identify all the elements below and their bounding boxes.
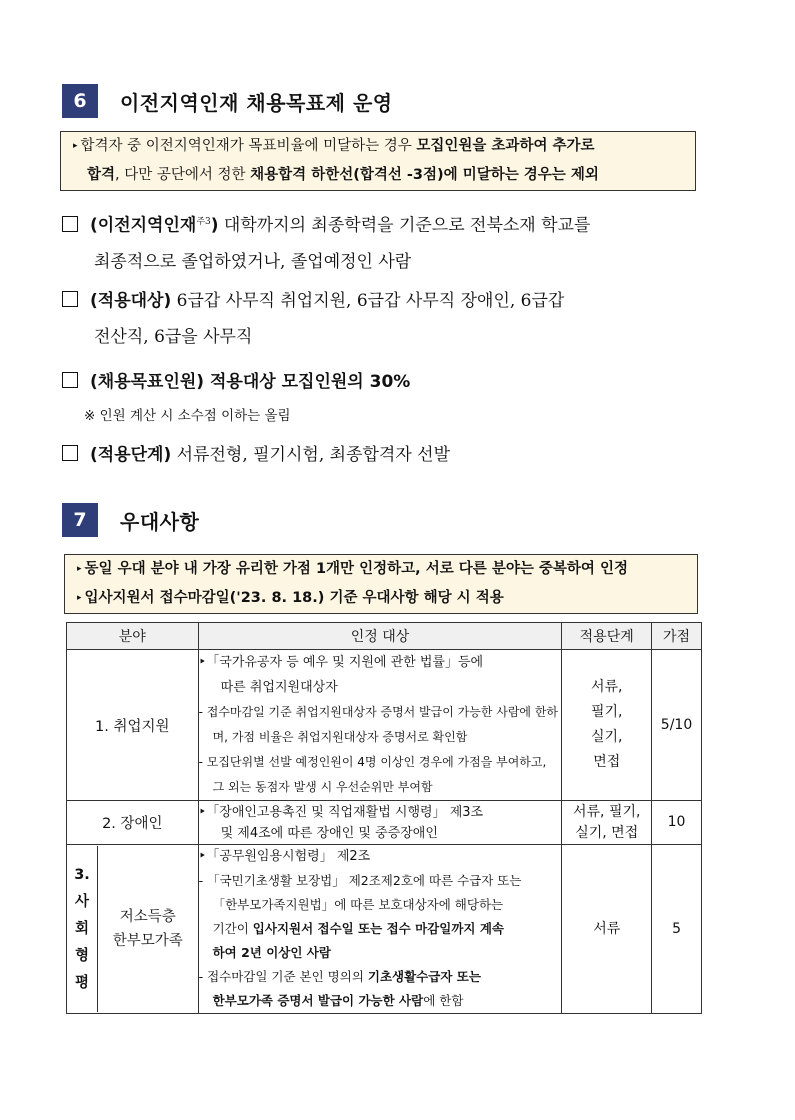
vertical-char: 사 xyxy=(74,893,89,910)
triangle-bullet-icon: ▸ xyxy=(73,141,78,151)
item-text: 대학까지의 최종학력을 기준으로 전북소재 학교를 xyxy=(218,215,591,236)
vertical-char: 평 xyxy=(74,974,89,991)
checkbox-square-icon xyxy=(62,216,78,232)
item-label: (이전지역인재 xyxy=(90,215,197,236)
triangle-bullet-icon: ▸ xyxy=(77,564,82,574)
item-label: (적용단계) xyxy=(90,445,172,465)
checkbox-square-icon xyxy=(62,291,78,307)
preference-table xyxy=(66,622,702,1014)
header-category: 분야 xyxy=(67,623,199,650)
checkbox-square-icon xyxy=(62,445,78,461)
row-category: 1. 취업지원 xyxy=(67,650,199,801)
target-line-bold: 한부모가족 증명서 발급이 가능한 사람 xyxy=(212,993,424,1008)
target-line-bold: 기초생활수급자 또는 xyxy=(367,969,481,984)
note-text-bold: 모집인원을 초과하여 추가로 xyxy=(416,138,595,154)
item-text: 서류전형, 필기시험, 최종합격자 선발 xyxy=(171,445,450,465)
subcategory-line: 한부모가족 xyxy=(112,933,183,949)
item-target-count xyxy=(62,364,712,400)
row-target xyxy=(198,845,562,1014)
section-7-title: 우대사항 xyxy=(120,509,200,534)
target-line: ‣「공무원임용시험령」 제2조 xyxy=(198,849,371,864)
note-text-bold: 동일 우대 분야 내 가장 유리한 가점 1개만 인정하고, 서로 다른 분야는 중복하여 인정 xyxy=(84,561,628,577)
row-category: 2. 장애인 xyxy=(67,801,199,845)
target-line: 「한부모가족지원법」에 따른 보호대상자에 해당하는 xyxy=(212,897,504,912)
target-line: - 모집단위별 선발 예정인원이 4명 이상인 경우에 가점을 부여하고, 그 외는 동점자 발생 시 우선순위만 부여함 xyxy=(198,755,547,794)
triangle-bullet-icon: ▸ xyxy=(77,593,82,603)
row-category-split xyxy=(67,845,199,1014)
item-target xyxy=(62,283,712,355)
header-points: 가점 xyxy=(652,623,702,650)
target-line: - 접수마감일 기준 본인 명의의 xyxy=(198,969,368,984)
item-label: (적용대상) xyxy=(90,291,172,311)
rounding-note: ※ 인원 계산 시 소수점 이하는 올림 xyxy=(84,408,291,424)
item-text-cont: 최종적으로 졸업하였거나, 졸업예정인 사람 xyxy=(94,251,412,272)
stage-line: 필기, xyxy=(590,704,623,720)
footnote-mark: 주3 xyxy=(196,217,211,227)
note-text-bold: 채용합격 하한선(합격선 -3점)에 미달하는 경우는 제외 xyxy=(250,167,599,183)
note-text-bold: 입사지원서 접수마감일('23. 8. 18.) 기준 우대사항 해당 시 적용 xyxy=(84,590,504,606)
section-6-title: 이전지역인재 채용목표제 운영 xyxy=(120,90,393,115)
table-row xyxy=(67,650,702,801)
stage-line: 서류, xyxy=(590,679,623,695)
row-points: 5/10 xyxy=(652,650,702,801)
item-text: 6급갑 사무직 취업지원, 6급갑 사무직 장애인, 6급갑 xyxy=(171,291,565,311)
section-6-note-box xyxy=(60,131,696,191)
item-label-end: ) xyxy=(210,215,219,236)
target-line: 및 제4조에 따른 장애인 및 중증장애인 xyxy=(220,825,438,841)
row-stage: 서류 xyxy=(562,845,652,1014)
section-7-note-box xyxy=(64,554,698,614)
row-target xyxy=(198,650,562,801)
subcategory-line: 저소득층 xyxy=(119,909,176,925)
table-header-row xyxy=(67,623,702,650)
subcategory xyxy=(98,846,198,1012)
table-row xyxy=(67,845,702,1014)
target-line: - 접수마감일 기준 취업지원대상자 증명서 발급이 가능한 사람에 한하며, 가점 비율은 취업지원대상자 증명서로 확인함 xyxy=(198,705,559,744)
vertical-char: 회 xyxy=(74,920,89,937)
category-vertical xyxy=(67,846,98,1012)
vertical-char: 형 xyxy=(74,947,89,964)
note-text: , 다만 공단에서 정한 xyxy=(115,167,251,183)
target-line: ‣「장애인고용촉진 및 직업재활법 시행령」 제3조 xyxy=(198,804,484,820)
stage-line: 실기, 면접 xyxy=(575,824,639,841)
table-row xyxy=(67,801,702,845)
header-target: 인정 대상 xyxy=(198,623,562,650)
note-text: 합격자 중 이전지역인재가 목표비율에 미달하는 경우 xyxy=(80,138,417,154)
header-stage: 적용단계 xyxy=(562,623,652,650)
item-stage xyxy=(62,437,712,473)
item-label: (채용목표인원) 적용대상 모집인원의 30% xyxy=(90,372,411,392)
stage-line: 서류, 필기, xyxy=(573,803,641,820)
item-text-cont: 전산직, 6급을 사무직 xyxy=(94,327,253,347)
vertical-char: 3. xyxy=(74,866,90,883)
stage-line: 면접 xyxy=(593,754,621,770)
target-line-bold: 입사지원서 접수일 또는 접수 마감일까지 계속 xyxy=(252,921,504,936)
target-line: - 「국민기초생활 보장법」 제2조제2호에 따른 수급자 또는 xyxy=(198,873,522,888)
row-stage xyxy=(562,801,652,845)
section-6-header xyxy=(62,84,393,118)
section-7-number: 7 xyxy=(62,503,98,537)
item-transfer-region-talent xyxy=(62,204,712,280)
row-points: 10 xyxy=(652,801,702,845)
target-line: 따른 취업지원대상자 xyxy=(220,680,338,695)
target-line: 기간이 xyxy=(212,921,253,936)
row-stage xyxy=(562,650,652,801)
checkbox-square-icon xyxy=(62,372,78,388)
note-text-bold: 합격 xyxy=(87,167,116,183)
target-line: ‣「국가유공자 등 예우 및 지원에 관한 법률」등에 xyxy=(198,655,484,670)
stage-line: 실기, xyxy=(590,729,623,745)
section-7-header xyxy=(62,503,199,537)
row-target xyxy=(198,801,562,845)
target-line: 에 한함 xyxy=(423,993,464,1008)
row-points: 5 xyxy=(652,845,702,1014)
section-6-number: 6 xyxy=(62,84,98,118)
target-line-bold: 하여 2년 이상인 사람 xyxy=(212,945,331,960)
